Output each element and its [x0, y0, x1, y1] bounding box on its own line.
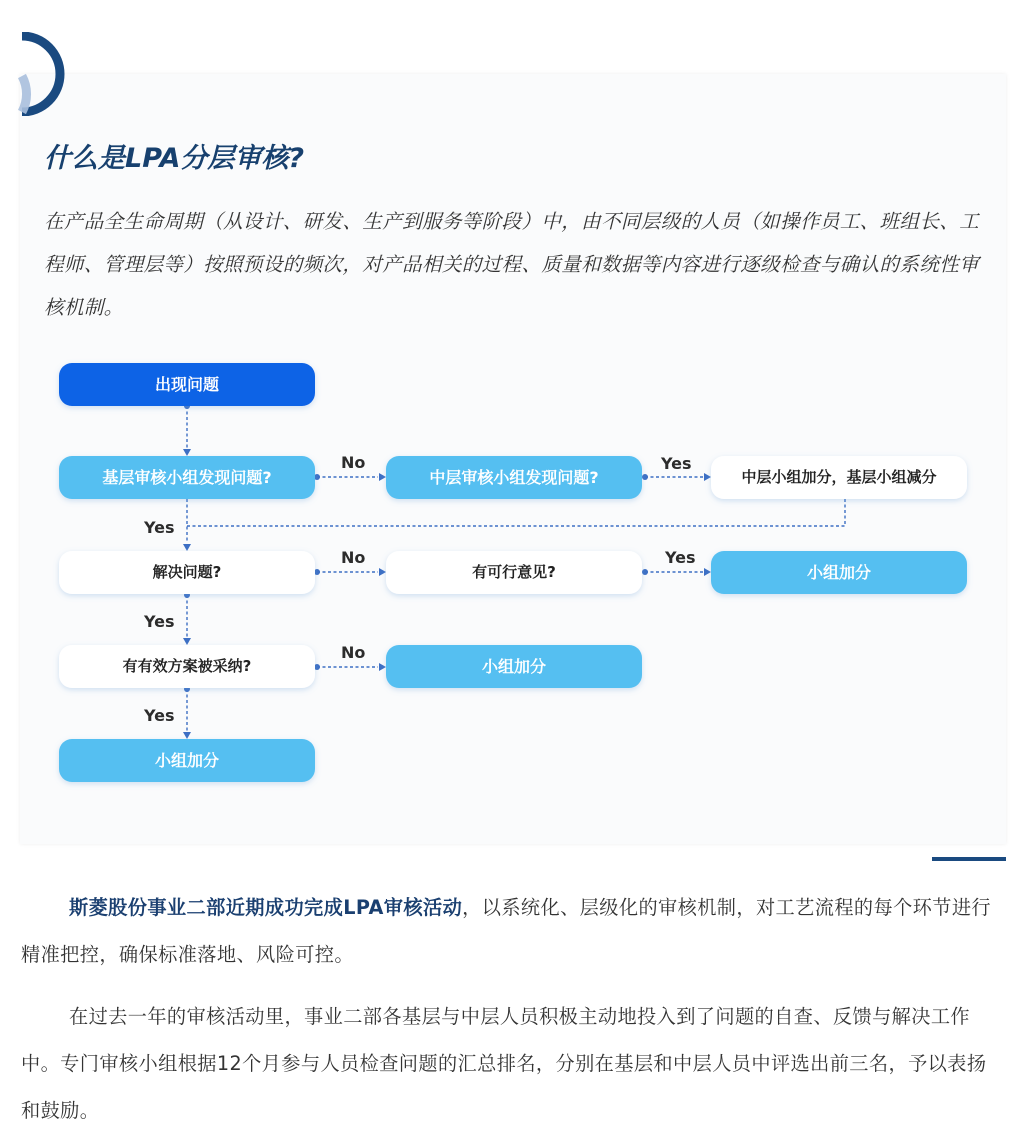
label-q3-no: No [341, 643, 366, 662]
flow-step-feasible-result [711, 551, 967, 594]
label-q1-yes: Yes [144, 518, 175, 537]
flow-step-feasible-q [386, 551, 642, 594]
flow-feasible-result-text: 小组加分 [806, 563, 872, 582]
flow-feasible-q-text: 有可行意见? [472, 563, 556, 581]
flow-q3-text: 有有效方案被采纳? [122, 657, 252, 675]
highlight-text: 斯菱股份事业二部近期成功完成LPA审核活动 [69, 896, 463, 919]
flow-start-text: 出现问题 [154, 375, 220, 394]
flow-step-q2 [59, 551, 315, 594]
flow-step-mid-q [386, 456, 642, 499]
label-q2-no: No [341, 548, 366, 567]
article-paragraph-2: 在过去一年的审核活动里，事业二部各基层与中层人员积极主动地投入到了问题的自查、反馈与解决工作中。专门审核小组根据12个月参与人员检查问题的汇总排名，分别在基层和中层人员中评选出前三名，予以表扬和鼓励。 [21, 1005, 987, 1122]
label-q1-no: No [341, 453, 366, 472]
label-mid-yes: Yes [661, 454, 692, 473]
flow-q2-text: 解决问题? [152, 563, 222, 581]
label-feasible-yes: Yes [665, 548, 696, 567]
paragraph-1-rest: ，以系统化、层级化的审核机制，对工艺流程的每个环节进行精准把控，确保标准落地、风险可控。 [21, 896, 992, 966]
label-q3-yes: Yes [144, 706, 175, 725]
flow-step-q1 [59, 456, 315, 499]
section-divider [932, 857, 1006, 861]
label-q2-yes: Yes [144, 612, 175, 631]
flow-mid-result-text: 中层小组加分，基层小组减分 [741, 468, 937, 486]
flow-q3-yes-result-text: 小组加分 [154, 751, 220, 770]
flow-q3-no-result-text: 小组加分 [481, 657, 547, 676]
flow-q1-text: 基层审核小组发现问题? [102, 468, 272, 487]
flow-step-start [59, 363, 315, 406]
flow-step-q3 [59, 645, 315, 688]
flow-step-q3-yes-result [59, 739, 315, 782]
lpa-flowchart [20, 340, 990, 800]
flow-mid-q-text: 中层审核小组发现问题? [429, 468, 599, 487]
corner-arc-decoration [18, 32, 68, 116]
card-description: 在产品全生命周期（从设计、研发、生产到服务等阶段）中，由不同层级的人员（如操作员工、班组长、工程师、管理层等）按照预设的频次，对产品相关的过程、质量和数据等内容进行逐级检查与确认的系统性审核机制。 [44, 210, 980, 319]
card-title: 什么是LPA分层审核? [44, 143, 305, 174]
flow-step-mid-result [711, 456, 967, 499]
flow-step-q3-no-result [386, 645, 642, 688]
article-paragraph-1 [21, 884, 996, 978]
